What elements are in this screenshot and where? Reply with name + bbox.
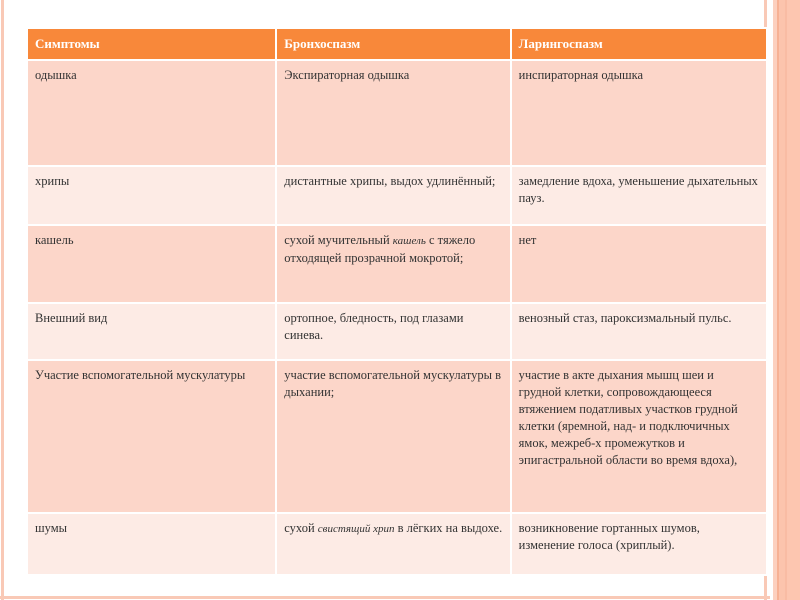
table-row [27, 303, 767, 360]
cell-symptom: Внешний вид [27, 303, 276, 360]
cell-laryngo: замедление вдоха, уменьшение дыхательных пауз. [511, 166, 767, 225]
cell-broncho: участие вспомогательной мускулатуры в дыхании; [276, 360, 510, 513]
cell-symptom: шумы [27, 513, 276, 575]
table-header-row [27, 28, 767, 60]
cell-broncho: дистантные хрипы, выдох удлинённый; [276, 166, 510, 225]
header-bronchospasm: Бронхоспазм [276, 28, 510, 60]
table-row [27, 60, 767, 166]
emphasis: кашель [392, 235, 426, 247]
slide-frame-bottom [0, 596, 770, 599]
header-laryngospasm: Ларингоспазм [511, 28, 767, 60]
text: сухой [284, 521, 318, 535]
cell-broncho: Экспираторная одышка [276, 60, 510, 166]
table-row [27, 360, 767, 513]
cell-symptom: кашель [27, 225, 276, 303]
table-row [27, 513, 767, 575]
slide-frame-left [1, 0, 4, 600]
cell-laryngo: нет [511, 225, 767, 303]
header-symptoms: Симптомы [27, 28, 276, 60]
cell-laryngo: участие в акте дыхания мышц шеи и грудной клетки, сопровождающееся втяжением податливых участков грудной клетки (яремной, над- и подключичных ямок, межреб-х промежутков и эпигастральной области во время вдоха), [511, 360, 767, 513]
text: в лёгких на выдохе. [394, 521, 503, 535]
text: сухой мучительный [284, 233, 393, 247]
table-row [27, 225, 767, 303]
cell-laryngo: венозный стаз, пароксизмальный пульс. [511, 303, 767, 360]
emphasis: свистящий хрип [317, 523, 395, 535]
cell-broncho [276, 225, 510, 303]
cell-laryngo: инспираторная одышка [511, 60, 767, 166]
decorative-stripes [773, 0, 800, 600]
table-row [27, 166, 767, 225]
cell-symptom: одышка [27, 60, 276, 166]
cell-broncho: ортопное, бледность, под глазами синева. [276, 303, 510, 360]
cell-symptom: Участие вспомогательной мускулатуры [27, 360, 276, 513]
cell-laryngo: возникновение гортанных шумов, изменение голоса (хриплый). [511, 513, 767, 575]
symptoms-comparison-table [26, 27, 768, 576]
cell-broncho [276, 513, 510, 575]
text: с тяжело отходящей прозрачной мокротой; [284, 233, 476, 265]
cell-symptom: хрипы [27, 166, 276, 225]
